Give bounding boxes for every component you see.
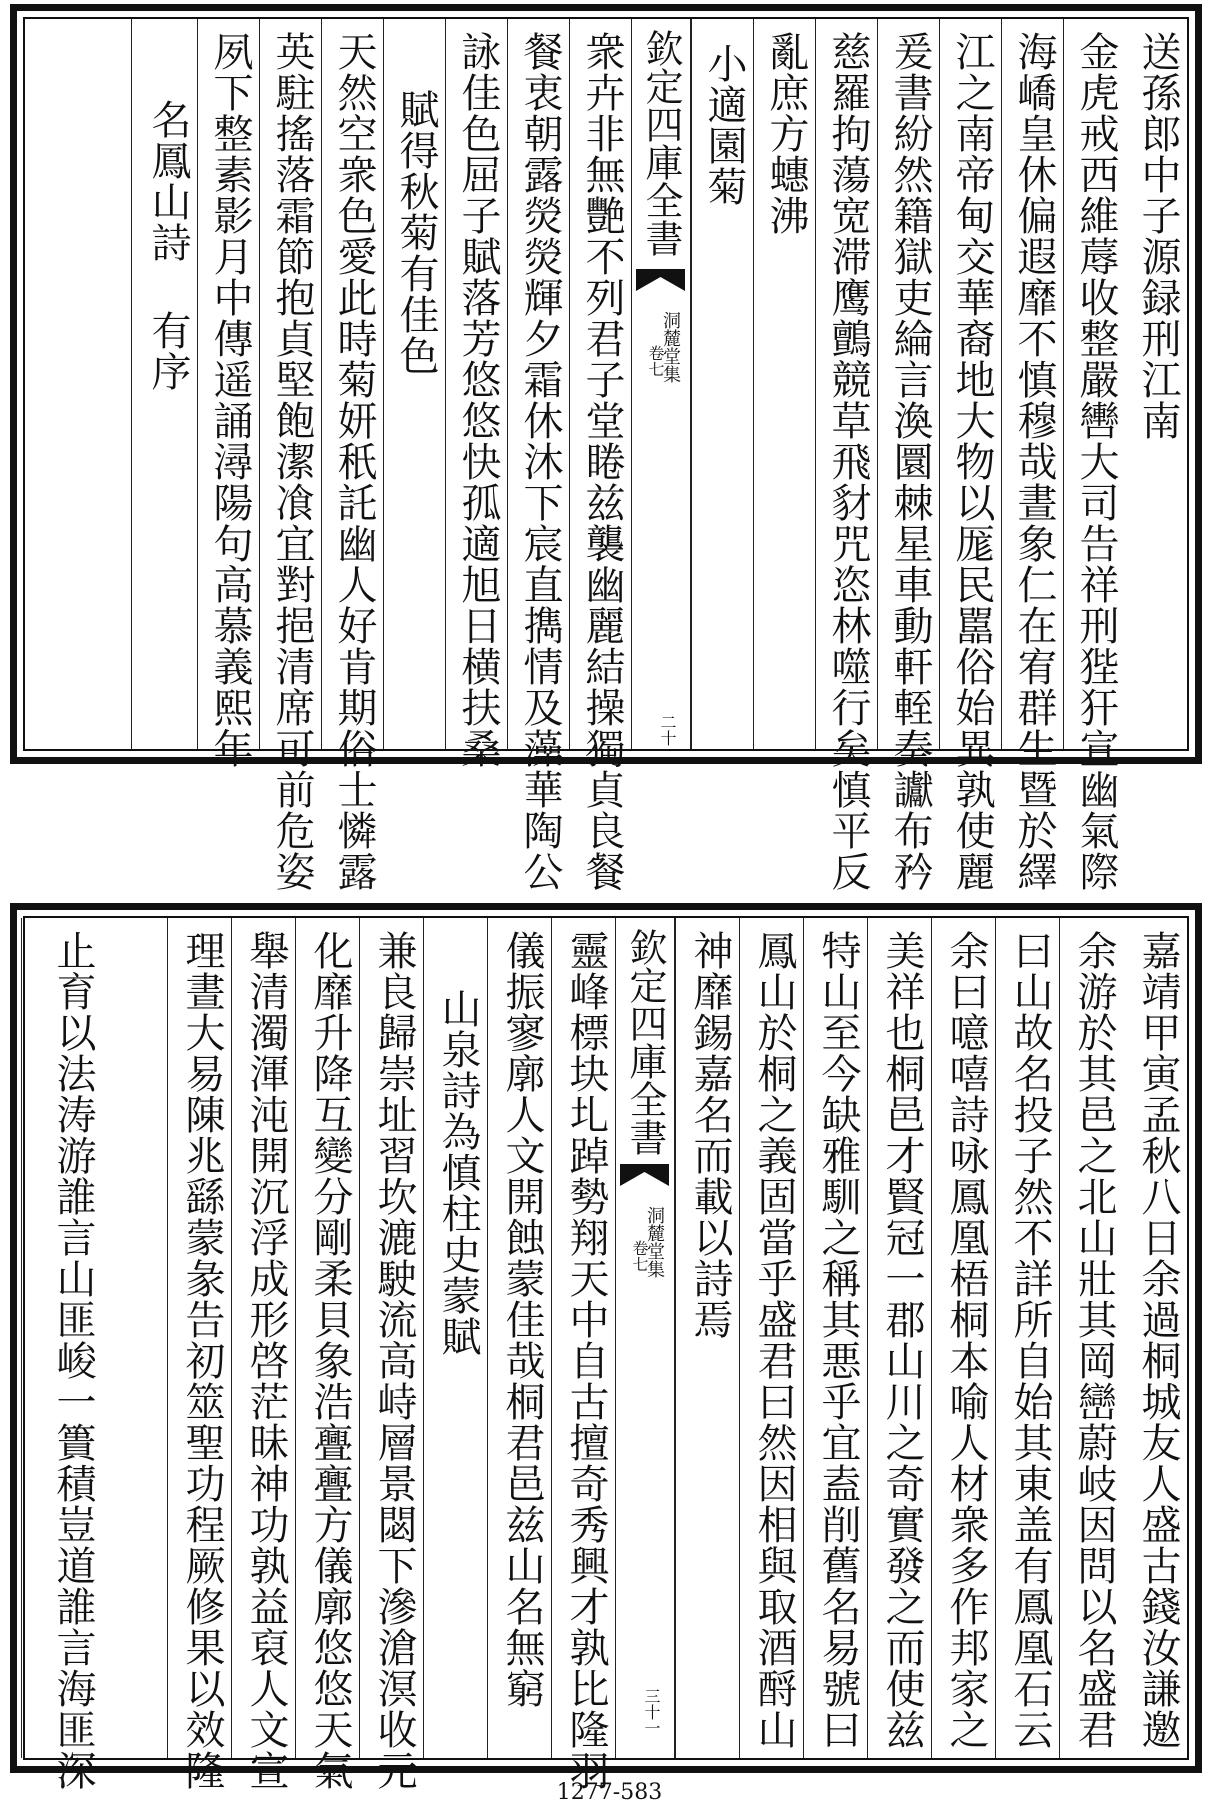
text-column [1125, 19, 1187, 749]
column-text: 理晝大易陳兆繇蒙彖告初筮聖功程厥修果以效隆 [179, 930, 225, 1791]
column-text: 神靡錫嘉名而載以詩焉 [687, 930, 733, 1340]
text-column [931, 918, 995, 1758]
text-column [551, 918, 615, 1791]
text-column [231, 918, 295, 1791]
text-column [507, 19, 569, 892]
column-text: 衆卉非無艷不列君子堂睠兹襲幽麗結操獨貞良餐 [579, 31, 625, 892]
top-page [10, 4, 1202, 892]
fishtail-ornament [632, 269, 689, 293]
column-text: 余曰噫嘻詩咏鳳凰梧桐本喻人材衆多作邦家之 [943, 930, 989, 1750]
text-column [423, 918, 487, 1758]
column-text: 賦得秋菊有佳色 [393, 89, 439, 376]
text-column [445, 19, 507, 769]
column-text: 曰山故名投子然不詳所自始其東盖有鳳凰石云 [1007, 930, 1053, 1750]
text-column [753, 19, 815, 749]
column-text: 嘉靖甲寅孟秋八日余過桐城友人盛古錢汝謙邀 [1135, 930, 1181, 1750]
column-text: 特山至今缺雅馴之稱其悪乎宜盍削舊名易號曰 [815, 930, 861, 1750]
column-text: 送孫郎中子源録刑江南 [1135, 31, 1181, 441]
text-column [197, 19, 259, 769]
fishtail-ornament [616, 1164, 673, 1188]
text-column [259, 19, 321, 892]
text-column [867, 918, 931, 1758]
center-title: 欽定四庫全書 [623, 928, 667, 1156]
column-text: 英駐搖落霜節抱貞堅飽潔飡宜對挹清席可前危姿 [269, 31, 315, 892]
column-text: 儀振寥廓人文開蝕蒙佳哉桐君邑兹山名無窮 [499, 930, 545, 1709]
column-text: 靈峰標块圠踔勢翔天中自古擅奇秀興才孰比隆羽 [563, 930, 609, 1791]
column-text: 夙下整素影月中傳遥誦潯陽句高慕義熙年 [207, 31, 253, 769]
column-text: 化靡升降互變分剛柔貝象浩亹亹方儀廓悠悠天氣 [307, 930, 353, 1791]
center-collection-name: 洞麓堂集 [660, 311, 681, 383]
text-column [1001, 19, 1063, 892]
bottom-page [10, 903, 1202, 1791]
text-column [675, 918, 739, 1758]
column-text: 余游於其邑之北山壯其岡巒蔚岐因問以名盛君 [1071, 930, 1117, 1750]
text-column [569, 19, 631, 892]
text-column [803, 918, 867, 1758]
text-column [1063, 19, 1125, 892]
column-text: 詠佳色屈子賦落芳悠悠快孤適旭日横扶桑 [455, 31, 501, 769]
text-column [739, 918, 803, 1758]
column-text: 舉清濁渾沌開沉浮成形啓茫昧神功孰益裒人文宣 [243, 930, 289, 1791]
center-collection-name: 洞麓堂集 [644, 1206, 665, 1278]
text-column [995, 918, 1059, 1758]
column-text: 天然空衆色愛此時菊妍秖託幽人好肯期俗士憐露 [331, 31, 377, 892]
text-column [321, 19, 383, 892]
column-text: 兼良歸崇址習坎漉駛流高峙層景閟下滲滄溟收元 [371, 930, 417, 1791]
center-volume: 卷七 [646, 345, 665, 377]
text-column [167, 918, 231, 1791]
center-fold-column [615, 918, 675, 1758]
center-title: 欽定四庫全書 [639, 29, 683, 257]
column-text: 亂庶方蟪沸 [763, 31, 809, 236]
text-column [487, 918, 551, 1758]
center-fold-column [631, 19, 691, 749]
center-leaf-number: 三十一 [642, 1688, 661, 1736]
top-page-frame [23, 17, 1189, 892]
column-text: 爰書紛然籍獄吏綸言渙圜棘星車動軒輊奏讞布矜 [887, 31, 933, 892]
column-text: 名鳳山詩 有序 [145, 99, 191, 392]
column-text: 慈羅拘蕩宽滞鹰鸇競草飛豺咒恣林噬行矣慎平反 [825, 31, 871, 892]
column-text: 餐衷朝露熒熒輝夕霜休沐下宸直擕情及藻華陶公 [517, 31, 563, 892]
column-text: 鳳山於桐之義固當乎盛君曰然因相與取酒酹山 [751, 930, 797, 1750]
column-text: 海嶠皇休偏遐靡不慎穆哉晝象仁在宥群生暨於繹 [1011, 31, 1057, 892]
text-column [939, 19, 1001, 892]
column-text: 止育以法涛游誰言山匪峻一簣積豈道誰言海匪深 [50, 930, 96, 1791]
text-column [1123, 918, 1187, 1758]
column-text: 美祥也桐邑才賢冠一郡山川之奇實發之而使兹 [879, 930, 925, 1750]
text-column [383, 19, 445, 749]
text-column [815, 19, 877, 892]
center-volume: 卷七 [630, 1240, 649, 1272]
text-column [21, 918, 167, 1791]
column-text: 江之南帝甸交華裔地大物以厖民嚚俗始異孰使麗 [949, 31, 995, 892]
column-text: 山泉詩為慎柱史蒙賦 [435, 988, 481, 1357]
text-column [691, 19, 753, 749]
text-column [1059, 918, 1123, 1758]
text-column [359, 918, 423, 1791]
column-text: 小適園菊 [701, 43, 747, 207]
text-column [131, 19, 197, 749]
text-column [877, 19, 939, 892]
folio-number: 1277-583 [556, 1780, 663, 1805]
center-leaf-number: 二十 [658, 714, 677, 746]
column-text: 金虎戒西維蓐收整嚴轡大司告祥刑狴犴宣幽氣際 [1073, 31, 1119, 892]
bottom-page-frame [23, 916, 1189, 1791]
text-column [295, 918, 359, 1791]
